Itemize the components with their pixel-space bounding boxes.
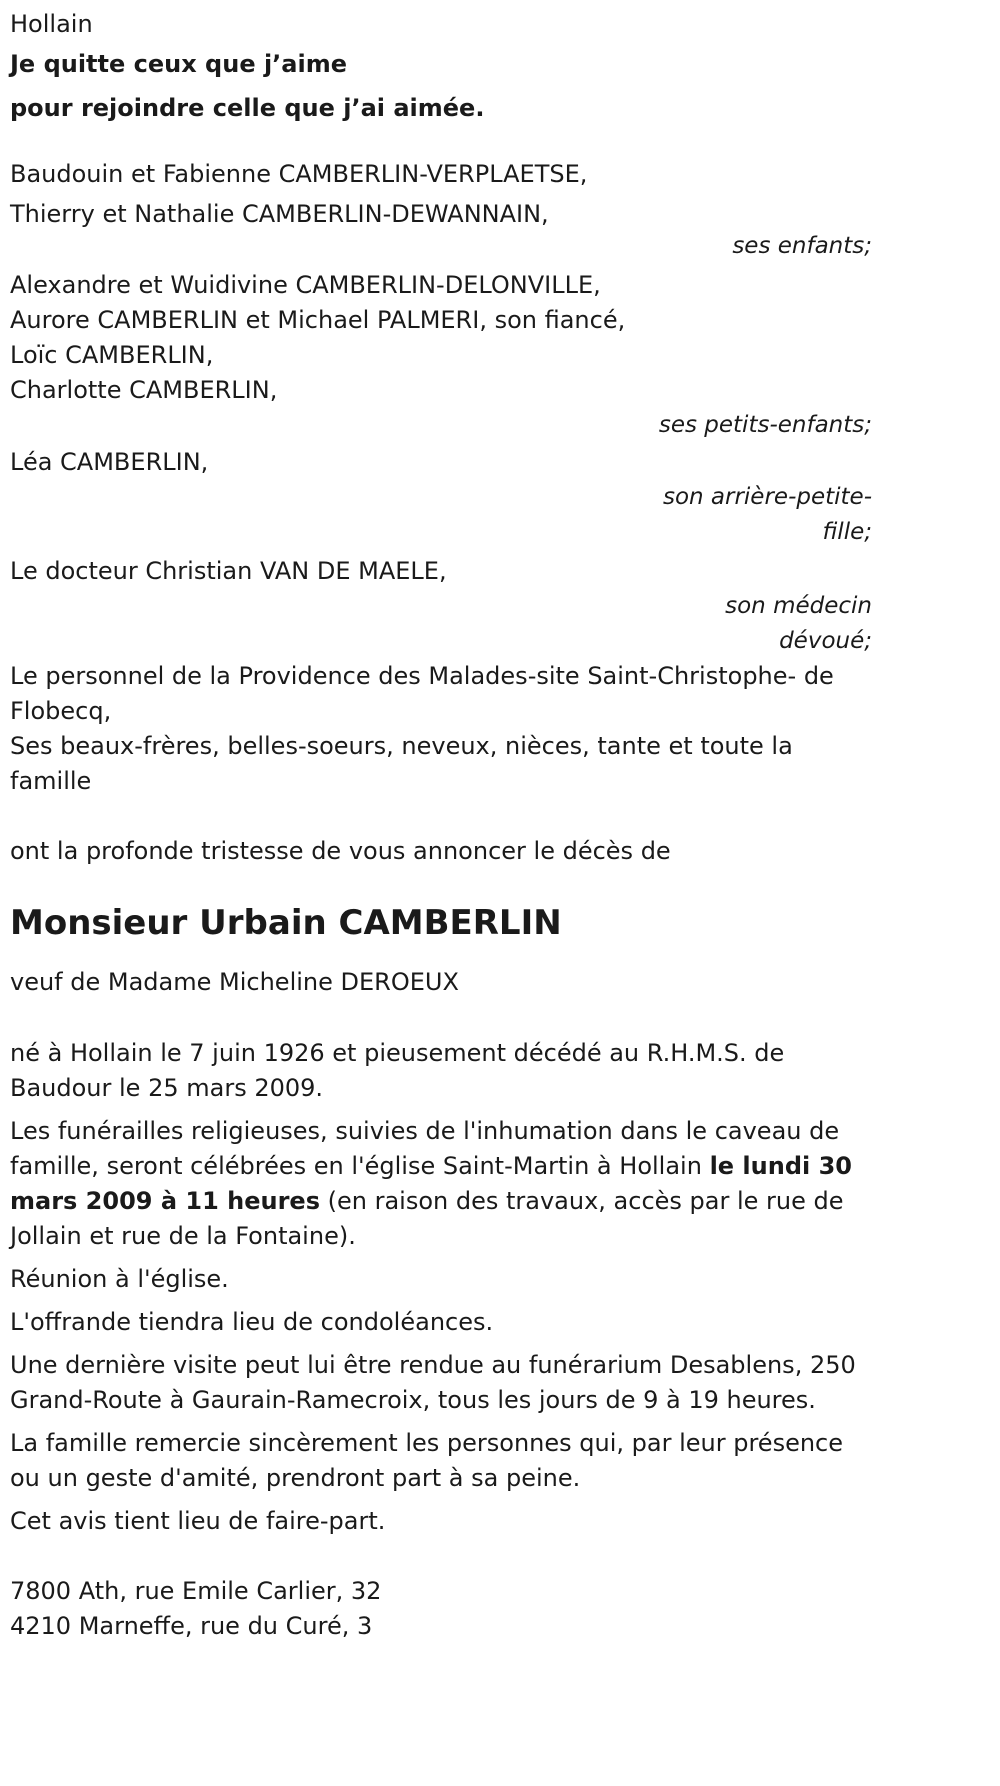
meeting-text: Réunion à l'église. — [10, 1265, 229, 1293]
addresses-block — [10, 1574, 872, 1644]
funeral-date-bold: le lundi 30 mars 2009 à 11 heures — [10, 1152, 852, 1215]
grandchild-line: Alexandre et Wuidivine CAMBERLIN-DELONVILLE, — [10, 271, 601, 299]
others-line: Ses beaux-frères, belles-soeurs, neveux, nièces, tante et toute la famille — [10, 732, 793, 795]
visit-text: Une dernière visite peut lui être rendue au funérarium Desablens, 250 Grand-Route à Gaurain-Ramecroix, tous les jours de 9 à 19 heures. — [10, 1351, 856, 1414]
birth-death-text: né à Hollain le 7 juin 1926 et pieusement décédé au R.H.M.S. de Baudour le 25 mars 2009. — [10, 1039, 785, 1102]
doctor-label: son médecin dévoué; — [725, 593, 872, 654]
motto-line-1: Je quitte ceux que j’aime — [10, 50, 348, 78]
children-label: ses enfants; — [732, 233, 872, 259]
intro-line: ont la profonde tristesse de vous annoncer le décès de — [10, 837, 671, 865]
funeral-text-part2: (en raison des travaux, accès par le rue de Jollain et rue de la Fontaine). — [10, 1187, 844, 1250]
offering-text: L'offrande tiendra lieu de condoléances. — [10, 1308, 494, 1336]
grandchildren-label: ses petits-enfants; — [658, 412, 872, 438]
great-grandchild-line: Léa CAMBERLIN, — [10, 448, 209, 476]
grandchild-line: Charlotte CAMBERLIN, — [10, 376, 278, 404]
thanks-text: La famille remercie sincèrement les personnes qui, par leur présence ou un geste d'amité, prendront part à sa peine. — [10, 1429, 844, 1492]
funeral-text — [10, 1114, 872, 1254]
widower-line: veuf de Madame Micheline DEROEUX — [10, 968, 459, 996]
grandchildren-block — [10, 268, 872, 443]
children-block — [10, 154, 872, 262]
child-line: Baudouin et Fabienne CAMBERLIN-VERPLAETSE, — [10, 160, 588, 188]
doctor-line: Le docteur Christian VAN DE MAELE, — [10, 557, 447, 585]
address-line: 4210 Marneffe, rue du Curé, 3 — [10, 1612, 373, 1640]
notice-text: Cet avis tient lieu de faire-part. — [10, 1507, 386, 1535]
great-grandchild-block — [10, 445, 872, 550]
doctor-block — [10, 554, 872, 659]
obituary-notice — [10, 4, 872, 1644]
staff-line: Le personnel de la Providence des Malades-site Saint-Christophe- de Flobecq, — [10, 662, 834, 725]
motto-line-2: pour rejoindre celle que j’ai aimée. — [10, 94, 485, 122]
grandchild-line: Loïc CAMBERLIN, — [10, 341, 214, 369]
great-grandchild-label: son arrière-petite-fille; — [662, 484, 872, 545]
grandchild-line: Aurore CAMBERLIN et Michael PALMERI, son fiancé, — [10, 306, 626, 334]
deceased-name: Monsieur Urbain CAMBERLIN — [10, 903, 562, 943]
address-line: 7800 Ath, rue Emile Carlier, 32 — [10, 1577, 382, 1605]
place-heading: Hollain — [10, 10, 93, 38]
funeral-text-part1: Les funérailles religieuses, suivies de l'inhumation dans le caveau de famille, seront célébrées en l'église Saint-Martin à Hollain — [10, 1117, 840, 1180]
child-line: Thierry et Nathalie CAMBERLIN-DEWANNAIN, — [10, 200, 549, 228]
